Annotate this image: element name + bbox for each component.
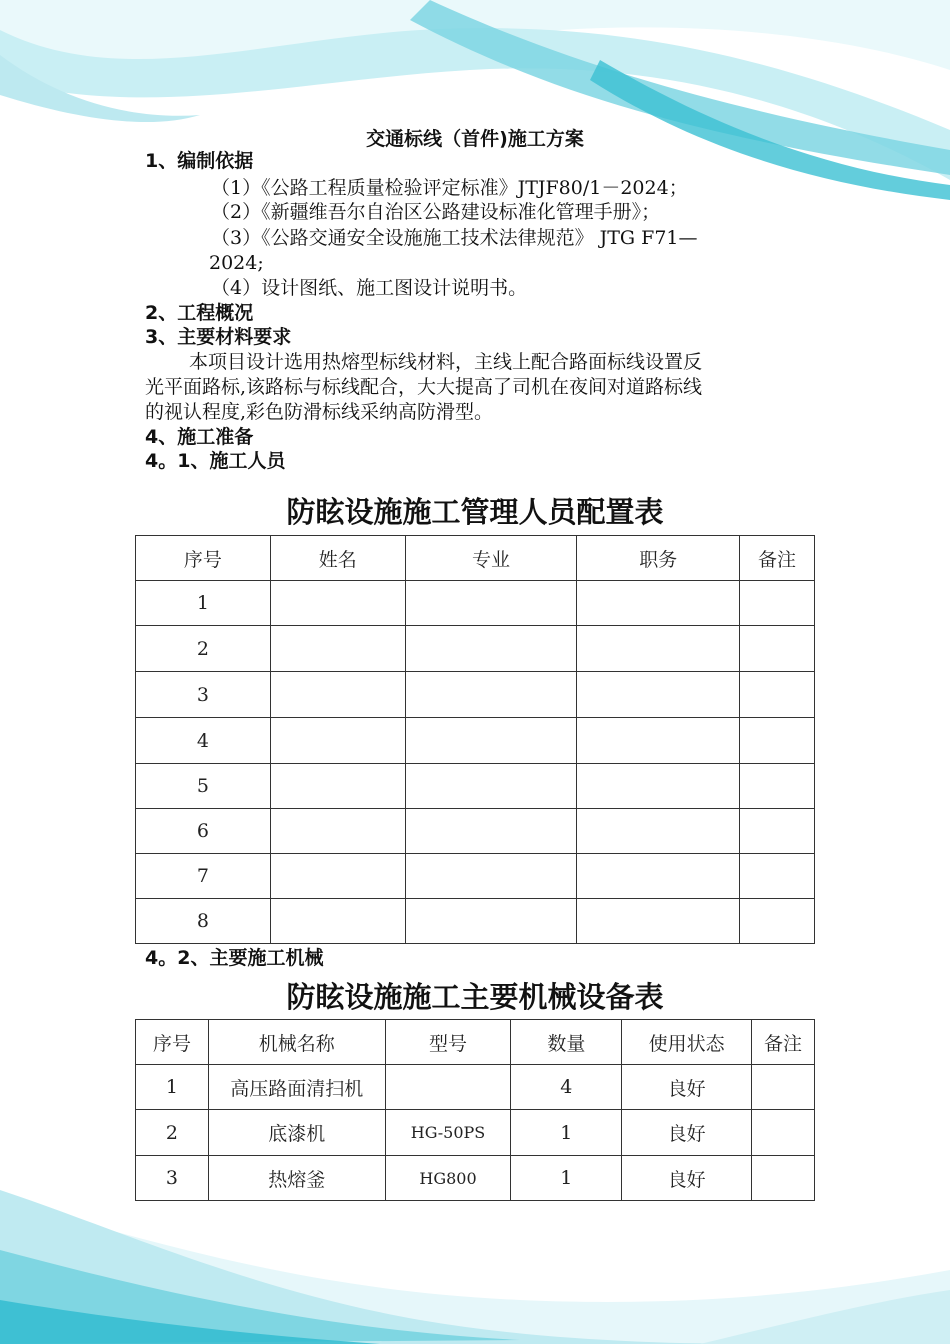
reference-item-3-line-1: （3）《公路交通安全设施施工技术法律规范》 JTG F71— <box>211 227 698 249</box>
table-cell <box>740 809 815 854</box>
header-cell: 职务 <box>577 536 740 581</box>
header-cell: 姓名 <box>270 536 405 581</box>
table-cell: 2 <box>136 1110 209 1156</box>
personnel-table <box>135 535 815 944</box>
table-cell <box>740 854 815 899</box>
table-cell <box>752 1156 815 1201</box>
table-row <box>136 899 815 944</box>
table-row <box>136 626 815 672</box>
table-cell: 6 <box>136 809 271 854</box>
table-cell: 良好 <box>622 1156 752 1201</box>
table-cell <box>740 764 815 809</box>
table-cell <box>405 718 577 764</box>
table-cell <box>405 672 577 718</box>
machinery-table-title: 防眩设施施工主要机械设备表 <box>286 980 664 1014</box>
header-cell: 备注 <box>752 1020 815 1065</box>
table-cell <box>577 626 740 672</box>
reference-item-2: （2）《新疆维吾尔自治区公路建设标准化管理手册》； <box>211 201 661 223</box>
table-cell: 5 <box>136 764 271 809</box>
section-2-heading: 2、工程概况 <box>145 302 254 324</box>
table-cell <box>270 718 405 764</box>
table-row <box>136 581 815 626</box>
table-cell <box>740 672 815 718</box>
table-cell <box>270 809 405 854</box>
table-cell <box>577 854 740 899</box>
materials-paragraph-line-1: 本项目设计选用热熔型标线材料，主线上配合路面标线设置反 <box>189 351 703 373</box>
reference-item-1: （1）《公路工程质量检验评定标准》JTJF80/1－2024； <box>211 177 688 199</box>
table-cell: HG800 <box>385 1156 511 1201</box>
table-cell <box>577 764 740 809</box>
table-cell: 1 <box>511 1156 622 1201</box>
machinery-table-header-row <box>136 1020 815 1065</box>
table-cell: 高压路面清扫机 <box>208 1065 385 1110</box>
materials-paragraph-line-3: 的视认程度,彩色防滑标线采纳高防滑型。 <box>145 401 494 423</box>
table-cell: 4 <box>511 1065 622 1110</box>
table-cell <box>385 1065 511 1110</box>
table-cell: 1 <box>136 581 271 626</box>
table-cell <box>270 672 405 718</box>
header-cell: 数量 <box>511 1020 622 1065</box>
table-cell <box>740 899 815 944</box>
table-cell <box>740 581 815 626</box>
section-4-heading: 4、施工准备 <box>145 426 254 448</box>
table-cell: 2 <box>136 626 271 672</box>
header-cell: 序号 <box>136 1020 209 1065</box>
table-cell <box>577 672 740 718</box>
header-cell: 型号 <box>385 1020 511 1065</box>
table-cell: 7 <box>136 854 271 899</box>
table-cell: 3 <box>136 672 271 718</box>
table-cell <box>577 581 740 626</box>
table-cell <box>577 718 740 764</box>
table-cell <box>405 764 577 809</box>
personnel-table-header-row <box>136 536 815 581</box>
table-cell <box>752 1110 815 1156</box>
table-cell <box>405 626 577 672</box>
table-cell <box>270 899 405 944</box>
header-cell: 使用状态 <box>622 1020 752 1065</box>
table-row <box>136 1156 815 1201</box>
table-cell <box>577 899 740 944</box>
document-title: 交通标线（首件)施工方案 <box>366 128 584 150</box>
reference-item-3-line-2: 2024; <box>209 252 264 274</box>
section-4-1-heading: 4。1、施工人员 <box>145 450 286 472</box>
table-cell: 1 <box>511 1110 622 1156</box>
table-cell <box>405 899 577 944</box>
table-cell: 良好 <box>622 1065 752 1110</box>
table-cell <box>740 626 815 672</box>
table-cell <box>405 809 577 854</box>
header-cell: 专业 <box>405 536 577 581</box>
table-cell <box>270 626 405 672</box>
table-cell <box>405 581 577 626</box>
materials-paragraph-line-2: 光平面路标,该路标与标线配合，大大提高了司机在夜间对道路标线 <box>145 376 703 398</box>
table-cell: 3 <box>136 1156 209 1201</box>
table-row <box>136 718 815 764</box>
reference-item-4: （4）设计图纸、施工图设计说明书。 <box>211 277 528 299</box>
personnel-table-title: 防眩设施施工管理人员配置表 <box>286 495 664 529</box>
section-4-2-heading: 4。2、主要施工机械 <box>145 947 324 969</box>
table-cell: 1 <box>136 1065 209 1110</box>
table-cell <box>270 854 405 899</box>
table-row <box>136 854 815 899</box>
header-cell: 备注 <box>740 536 815 581</box>
table-row <box>136 809 815 854</box>
header-cell: 机械名称 <box>208 1020 385 1065</box>
header-cell: 序号 <box>136 536 271 581</box>
table-cell <box>270 764 405 809</box>
table-row <box>136 672 815 718</box>
section-3-heading: 3、主要材料要求 <box>145 326 292 348</box>
table-cell <box>270 581 405 626</box>
table-row <box>136 1110 815 1156</box>
table-row <box>136 1065 815 1110</box>
table-cell <box>577 809 740 854</box>
table-cell: 4 <box>136 718 271 764</box>
table-cell: 8 <box>136 899 271 944</box>
table-row <box>136 764 815 809</box>
table-cell: HG-50PS <box>385 1110 511 1156</box>
section-1-heading: 1、编制依据 <box>145 150 254 172</box>
table-cell <box>740 718 815 764</box>
table-cell: 底漆机 <box>208 1110 385 1156</box>
table-cell: 良好 <box>622 1110 752 1156</box>
table-cell: 热熔釜 <box>208 1156 385 1201</box>
machinery-table <box>135 1019 815 1201</box>
table-cell <box>405 854 577 899</box>
table-cell <box>752 1065 815 1110</box>
